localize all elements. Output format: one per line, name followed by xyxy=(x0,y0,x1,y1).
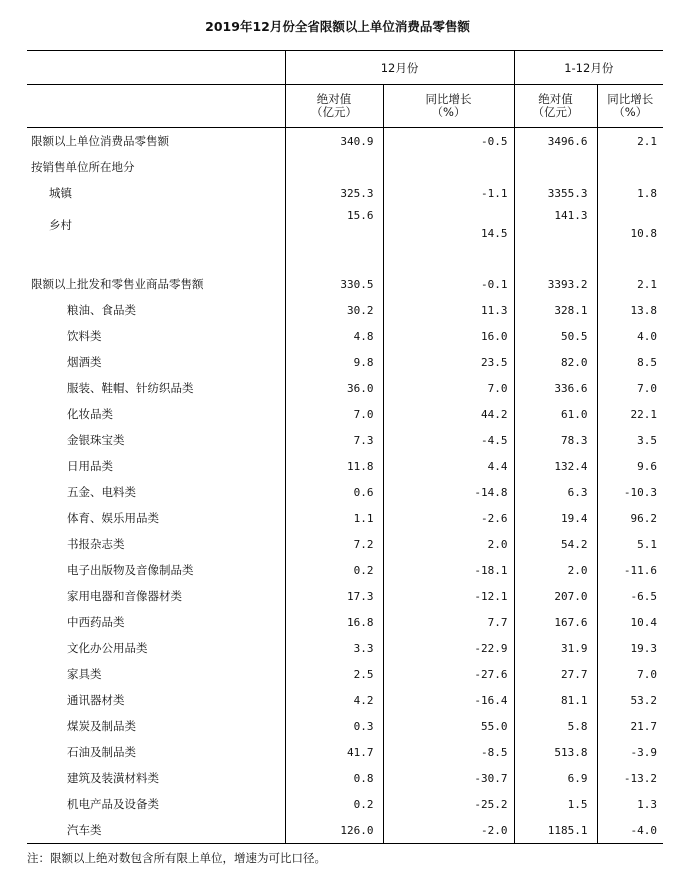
dec-absolute-value: 1.1 xyxy=(285,505,383,531)
dec-absolute-value: 0.6 xyxy=(285,479,383,505)
row-label: 书报杂志类 xyxy=(67,537,125,551)
dec-absolute-value: 9.8 xyxy=(285,349,383,375)
dec-absolute-value: 4.8 xyxy=(285,323,383,349)
year-absolute-value: 328.1 xyxy=(514,297,597,323)
row-label: 五金、电料类 xyxy=(67,485,136,499)
year-absolute-value: 3393.2 xyxy=(514,271,597,297)
year-yoy-value: 2.1 xyxy=(597,271,663,297)
year-absolute-value: 61.0 xyxy=(514,401,597,427)
table-row xyxy=(27,453,663,479)
year-absolute-value: 3496.6 xyxy=(514,128,597,155)
table-row xyxy=(27,713,663,739)
table-row xyxy=(27,557,663,583)
header-group-december: 12月份 xyxy=(285,51,514,85)
row-label: 汽车类 xyxy=(27,817,285,844)
row-label: 体育、娱乐用品类 xyxy=(67,511,159,525)
table-row xyxy=(27,297,663,323)
year-yoy-value: 21.7 xyxy=(597,713,663,739)
dec-yoy-value: 7.7 xyxy=(383,609,514,635)
dec-yoy-value: -25.2 xyxy=(383,791,514,817)
row-label: 家用电器和音像器材类 xyxy=(67,589,182,603)
year-yoy-value: -10.3 xyxy=(597,479,663,505)
dec-yoy-value: 23.5 xyxy=(383,349,514,375)
dec-yoy-value: 44.2 xyxy=(383,401,514,427)
year-absolute-value: 513.8 xyxy=(514,739,597,765)
dec-absolute-value: 36.0 xyxy=(285,375,383,401)
dec-yoy-value xyxy=(383,243,514,271)
dec-absolute-value: 4.2 xyxy=(285,687,383,713)
year-absolute-value: 207.0 xyxy=(514,583,597,609)
header-year-yoy: 同比增长 （%） xyxy=(597,85,663,128)
dec-yoy-value: -1.1 xyxy=(383,180,514,206)
header-dec-yoy: 同比增长 （%） xyxy=(383,85,514,128)
year-yoy-value: 9.6 xyxy=(597,453,663,479)
dec-yoy-value: 14.5 xyxy=(383,206,514,243)
row-label: 中西药品类 xyxy=(67,615,125,629)
year-yoy-value: -11.6 xyxy=(597,557,663,583)
dec-yoy-value: 7.0 xyxy=(383,375,514,401)
header-dec-absolute: 绝对值 （亿元） xyxy=(285,85,383,128)
dec-yoy-value: -8.5 xyxy=(383,739,514,765)
dec-yoy-value xyxy=(383,154,514,180)
header-column-row xyxy=(27,85,663,128)
dec-absolute-value: 17.3 xyxy=(285,583,383,609)
dec-absolute-value: 15.6 xyxy=(285,206,383,243)
dec-yoy-value: -27.6 xyxy=(383,661,514,687)
year-yoy-value: 5.1 xyxy=(597,531,663,557)
dec-absolute-value: 340.9 xyxy=(285,128,383,155)
dec-absolute-value: 7.3 xyxy=(285,427,383,453)
table-row xyxy=(27,765,663,791)
year-yoy-value: 53.2 xyxy=(597,687,663,713)
row-label: 烟酒类 xyxy=(67,355,102,369)
row-label: 化妆品类 xyxy=(67,407,113,421)
year-yoy-value: 2.1 xyxy=(597,128,663,155)
year-yoy-value: 10.4 xyxy=(597,609,663,635)
year-absolute-value: 54.2 xyxy=(514,531,597,557)
dec-absolute-value: 41.7 xyxy=(285,739,383,765)
year-yoy-value xyxy=(597,243,663,271)
row-label: 机电产品及设备类 xyxy=(67,797,159,811)
dec-absolute-value: 7.0 xyxy=(285,401,383,427)
row-label: 石油及制品类 xyxy=(67,745,136,759)
year-yoy-value: -4.0 xyxy=(597,817,663,844)
footnote: 注：限额以上绝对数包含所有限上单位，增速为可比口径。 xyxy=(27,851,326,865)
dec-absolute-value: 325.3 xyxy=(285,180,383,206)
table-row xyxy=(27,243,663,271)
table-row xyxy=(27,687,663,713)
year-yoy-value xyxy=(597,154,663,180)
header-group-full-year: 1-12月份 xyxy=(514,51,663,85)
header-blank-2 xyxy=(27,85,285,128)
year-absolute-value: 132.4 xyxy=(514,453,597,479)
row-label: 电子出版物及音像制品类 xyxy=(67,563,194,577)
dec-absolute-value: 7.2 xyxy=(285,531,383,557)
table-row xyxy=(27,505,663,531)
year-yoy-value: 7.0 xyxy=(597,661,663,687)
dec-yoy-value: 11.3 xyxy=(383,297,514,323)
dec-yoy-value: -0.5 xyxy=(383,128,514,155)
table-row xyxy=(27,206,663,243)
year-absolute-value: 81.1 xyxy=(514,687,597,713)
year-absolute-value: 19.4 xyxy=(514,505,597,531)
row-label xyxy=(27,243,285,271)
dec-absolute-value: 11.8 xyxy=(285,453,383,479)
dec-yoy-value: 2.0 xyxy=(383,531,514,557)
year-yoy-value: 7.0 xyxy=(597,375,663,401)
table-row xyxy=(27,635,663,661)
table-row xyxy=(27,479,663,505)
year-absolute-value: 3355.3 xyxy=(514,180,597,206)
row-label: 城镇 xyxy=(49,186,72,200)
year-absolute-value: 5.8 xyxy=(514,713,597,739)
dec-absolute-value: 30.2 xyxy=(285,297,383,323)
dec-yoy-value: -2.6 xyxy=(383,505,514,531)
year-yoy-value: 1.3 xyxy=(597,791,663,817)
dec-yoy-value: -22.9 xyxy=(383,635,514,661)
row-label: 乡村 xyxy=(49,217,72,232)
row-label: 金银珠宝类 xyxy=(67,433,125,447)
table-row xyxy=(27,154,663,180)
row-label: 文化办公用品类 xyxy=(67,641,148,655)
year-absolute-value: 6.3 xyxy=(514,479,597,505)
row-label: 通讯器材类 xyxy=(67,693,125,707)
dec-yoy-value: -18.1 xyxy=(383,557,514,583)
year-absolute-value: 78.3 xyxy=(514,427,597,453)
year-absolute-value: 50.5 xyxy=(514,323,597,349)
year-yoy-value: 4.0 xyxy=(597,323,663,349)
year-yoy-value: -13.2 xyxy=(597,765,663,791)
table-row xyxy=(27,583,663,609)
year-absolute-value: 1185.1 xyxy=(514,817,597,844)
dec-yoy-value: -0.1 xyxy=(383,271,514,297)
table-row xyxy=(27,661,663,687)
row-label: 粮油、食品类 xyxy=(67,303,136,317)
table-row xyxy=(27,128,663,155)
header-group-row xyxy=(27,51,663,85)
dec-yoy-value: -4.5 xyxy=(383,427,514,453)
year-absolute-value: 336.6 xyxy=(514,375,597,401)
year-absolute-value: 82.0 xyxy=(514,349,597,375)
table-row xyxy=(27,180,663,206)
year-absolute-value: 31.9 xyxy=(514,635,597,661)
year-absolute-value: 2.0 xyxy=(514,557,597,583)
year-yoy-value: 96.2 xyxy=(597,505,663,531)
year-absolute-value: 167.6 xyxy=(514,609,597,635)
row-label: 限额以上单位消费品零售额 xyxy=(31,134,169,148)
year-absolute-value xyxy=(514,243,597,271)
dec-yoy-value: -12.1 xyxy=(383,583,514,609)
dec-yoy-value: -16.4 xyxy=(383,687,514,713)
dec-yoy-value: -14.8 xyxy=(383,479,514,505)
table-row xyxy=(27,531,663,557)
year-absolute-value xyxy=(514,154,597,180)
row-label: 建筑及装潢材料类 xyxy=(67,771,159,785)
year-yoy-value: 19.3 xyxy=(597,635,663,661)
year-yoy-value: 13.8 xyxy=(597,297,663,323)
dec-absolute-value: 0.2 xyxy=(285,557,383,583)
dec-yoy-value: 55.0 xyxy=(383,713,514,739)
dec-absolute-value xyxy=(285,154,383,180)
row-label: 饮料类 xyxy=(67,329,102,343)
dec-absolute-value xyxy=(285,243,383,271)
year-yoy-value: 22.1 xyxy=(597,401,663,427)
dec-absolute-value: 0.2 xyxy=(285,791,383,817)
table-row xyxy=(27,401,663,427)
dec-yoy-value: -30.7 xyxy=(383,765,514,791)
row-label: 服装、鞋帽、针纺织品类 xyxy=(67,381,194,395)
year-yoy-value: 3.5 xyxy=(597,427,663,453)
header-blank xyxy=(27,51,285,85)
table-row xyxy=(27,323,663,349)
row-label: 限额以上批发和零售业商品零售额 xyxy=(31,277,204,291)
dec-absolute-value: 3.3 xyxy=(285,635,383,661)
row-label: 按销售单位所在地分 xyxy=(31,160,135,174)
table-title: 2019年12月份全省限额以上单位消费品零售额 xyxy=(205,19,470,34)
dec-absolute-value: 330.5 xyxy=(285,271,383,297)
year-absolute-value: 1.5 xyxy=(514,791,597,817)
year-absolute-value: 6.9 xyxy=(514,765,597,791)
dec-yoy-value: 16.0 xyxy=(383,323,514,349)
dec-yoy-value: -2.0 xyxy=(383,817,514,844)
dec-absolute-value: 2.5 xyxy=(285,661,383,687)
table-row xyxy=(27,609,663,635)
dec-absolute-value: 16.8 xyxy=(285,609,383,635)
year-yoy-value: 8.5 xyxy=(597,349,663,375)
dec-absolute-value: 126.0 xyxy=(285,817,383,844)
table-row xyxy=(27,375,663,401)
row-label: 煤炭及制品类 xyxy=(67,719,136,733)
row-label: 家具类 xyxy=(67,667,102,681)
table-row xyxy=(27,271,663,297)
table-row xyxy=(27,349,663,375)
year-yoy-value: 1.8 xyxy=(597,180,663,206)
dec-absolute-value: 0.8 xyxy=(285,765,383,791)
table-row xyxy=(27,427,663,453)
row-label: 日用品类 xyxy=(67,459,113,473)
year-absolute-value: 141.3 xyxy=(514,206,597,243)
header-year-absolute: 绝对值 （亿元） xyxy=(514,85,597,128)
year-absolute-value: 27.7 xyxy=(514,661,597,687)
year-yoy-value: -6.5 xyxy=(597,583,663,609)
table-row xyxy=(27,817,663,844)
dec-yoy-value: 4.4 xyxy=(383,453,514,479)
dec-absolute-value: 0.3 xyxy=(285,713,383,739)
retail-sales-table xyxy=(27,50,663,844)
year-yoy-value: 10.8 xyxy=(597,206,663,243)
table-row xyxy=(27,739,663,765)
year-yoy-value: -3.9 xyxy=(597,739,663,765)
table-row xyxy=(27,791,663,817)
